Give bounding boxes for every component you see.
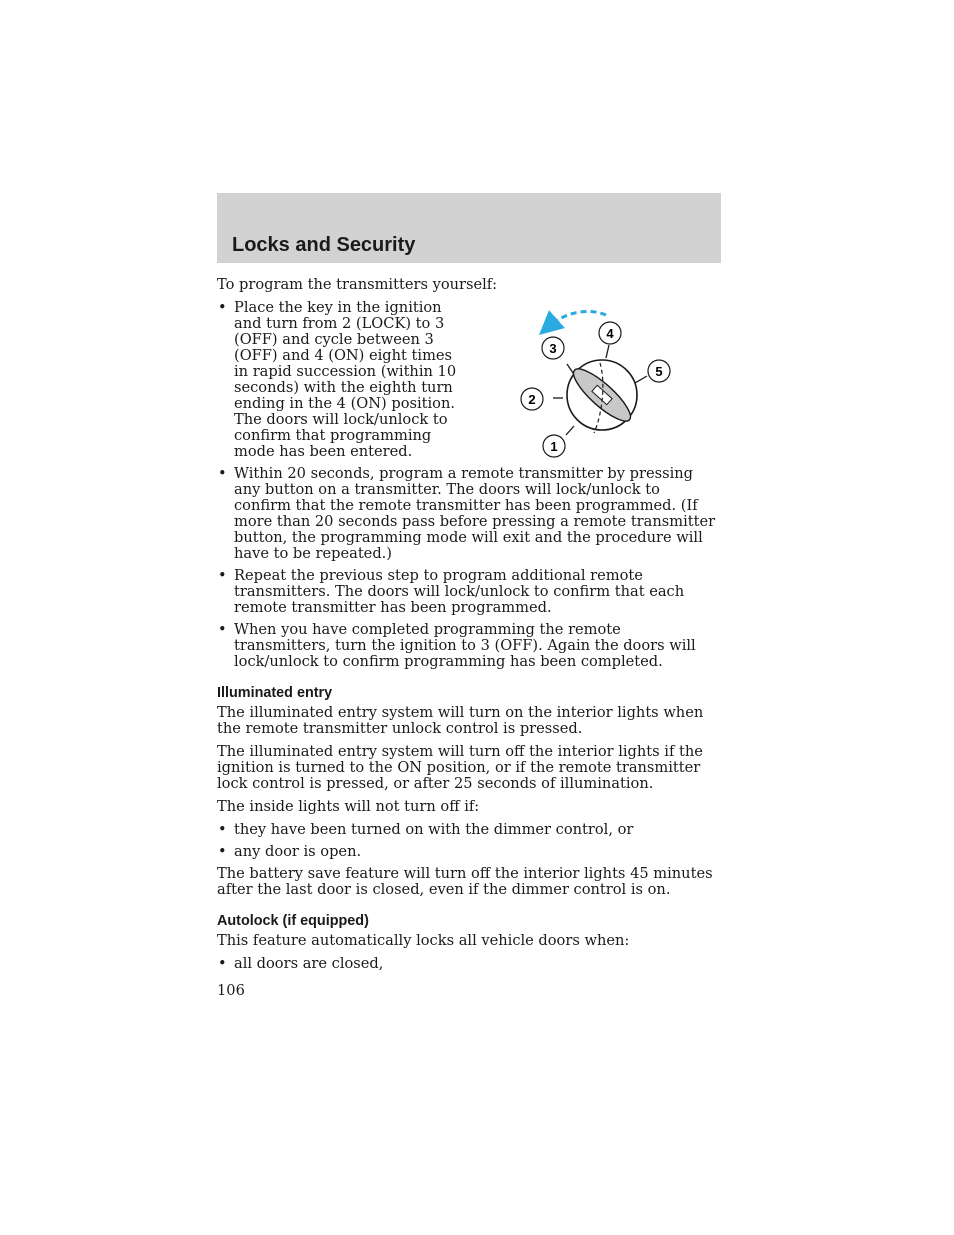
svg-text:2: 2 xyxy=(528,392,536,407)
bullet-icon: • xyxy=(218,567,227,584)
section-title: Locks and Security xyxy=(232,234,416,256)
illuminated-p4: The battery save feature will turn off the interior lights 45 minutes after the last door is closed, even if the dimmer control is on. xyxy=(217,865,713,898)
bullet-icon: • xyxy=(218,955,227,972)
bullet-icon: • xyxy=(218,843,227,860)
step-4-text: When you have completed programming the remote transmitters, turn the ignition to 3 (OFF). Again the doors will lock/unlock to confirm programming has been completed. xyxy=(234,621,696,670)
illuminated-bullet-2-text: any door is open. xyxy=(234,843,362,860)
ignition-switch-illustration xyxy=(510,305,690,465)
bullet-icon: • xyxy=(218,821,227,838)
svg-text:3: 3 xyxy=(549,341,557,356)
autolock-heading: Autolock (if equipped) xyxy=(217,913,369,929)
svg-text:1: 1 xyxy=(550,439,558,454)
position-label-2 xyxy=(521,388,543,410)
intro-text: To program the transmitters yourself: xyxy=(217,276,498,293)
svg-text:5: 5 xyxy=(655,364,663,379)
step-2 xyxy=(217,466,721,562)
autolock-bullet-1 xyxy=(217,956,721,972)
illuminated-bullet-2 xyxy=(217,844,721,860)
illuminated-entry-heading: Illuminated entry xyxy=(217,685,333,701)
position-label-1 xyxy=(543,435,565,457)
autolock-bullet-1-text: all doors are closed, xyxy=(234,955,384,972)
illuminated-bullet-1-text: they have been turned on with the dimmer control, or xyxy=(234,821,634,838)
position-label-5 xyxy=(648,360,670,382)
position-label-4 xyxy=(599,322,621,344)
step-3-text: Repeat the previous step to program additional remote transmitters. The doors will lock/unlock to confirm that each remote transmitter has been programmed. xyxy=(234,567,685,616)
bullet-icon: • xyxy=(218,299,227,316)
bullet-icon: • xyxy=(218,621,227,638)
bullet-icon: • xyxy=(218,465,227,482)
step-2-text: Within 20 seconds, program a remote transmitter by pressing any button on a transmitter. The doors will lock/unlock to confirm that the remote transmitter has been programmed. (If more than 20 seconds pass before pressing a remote transmitter button, the programming mode will exit and the procedure will have to be repeated.) xyxy=(234,465,716,562)
ignition-diagram xyxy=(510,305,690,465)
illuminated-p1: The illuminated entry system will turn on the interior lights when the remote transmitter unlock control is pressed. xyxy=(217,704,704,737)
step-4 xyxy=(217,622,721,670)
page-number: 106 xyxy=(217,982,245,999)
step-3 xyxy=(217,568,721,616)
position-label-3 xyxy=(542,337,564,359)
turn-arrow-icon xyxy=(548,311,606,327)
autolock-p1: This feature automatically locks all vehicle doors when: xyxy=(217,932,630,949)
step-1-text: Place the key in the ignition and turn from 2 (LOCK) to 3 (OFF) and cycle between 3 (OFF) and 4 (ON) eight times in rapid succession (within 10 seconds) with the eighth turn ending in the 4 (ON) position. The doors will lock/unlock to confirm that programming mode has been entered. xyxy=(234,299,457,460)
illuminated-p2: The illuminated entry system will turn off the interior lights if the ignition is turned to the ON position, or if the remote transmitter lock control is pressed, or after 25 seconds of illumination. xyxy=(217,743,703,792)
illuminated-p3: The inside lights will not turn off if: xyxy=(217,798,480,815)
illuminated-bullet-1 xyxy=(217,822,721,838)
svg-text:4: 4 xyxy=(606,326,614,341)
section-header xyxy=(217,193,721,263)
